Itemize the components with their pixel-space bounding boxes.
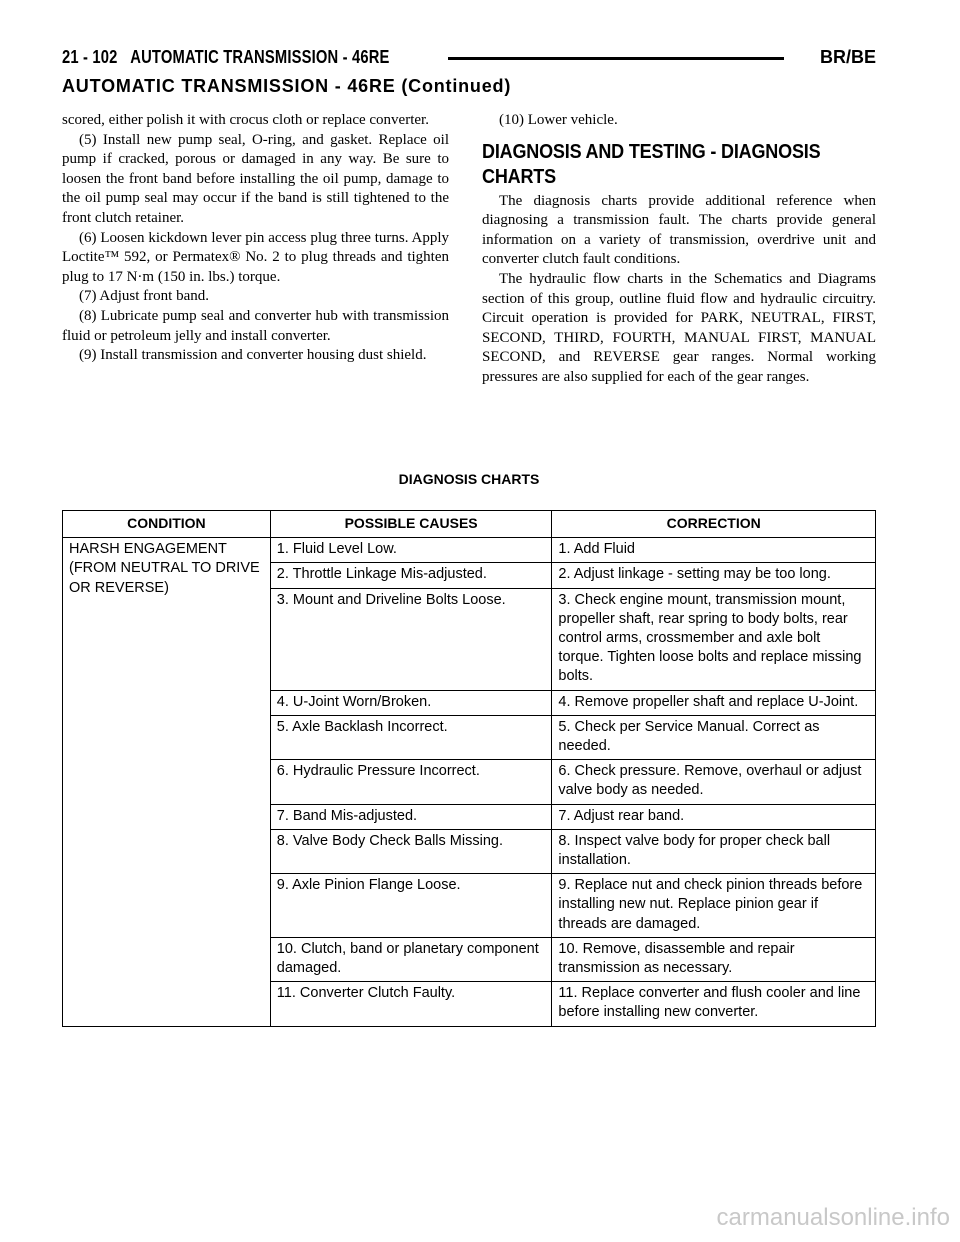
- correction-cell: 11. Replace converter and flush cooler and line before installing new converter.: [552, 982, 876, 1026]
- correction-cell: 2. Adjust linkage - setting may be too long.: [552, 563, 876, 588]
- header-condition: CONDITION: [63, 511, 271, 538]
- correction-cell: 6. Check pressure. Remove, overhaul or adjust valve body as needed.: [552, 760, 876, 804]
- cause-cell: 4. U-Joint Worn/Broken.: [270, 690, 552, 715]
- header-left: [62, 47, 390, 68]
- cause-cell: 7. Band Mis-adjusted.: [270, 804, 552, 829]
- correction-cell: 8. Inspect valve body for proper check ball installation.: [552, 829, 876, 873]
- diagnosis-table: [62, 510, 876, 1027]
- header-possible-causes: POSSIBLE CAUSES: [270, 511, 552, 538]
- cause-cell: 10. Clutch, band or planetary component damaged.: [270, 937, 552, 981]
- correction-cell: 1. Add Fluid: [552, 538, 876, 563]
- header-correction: CORRECTION: [552, 511, 876, 538]
- step-10: (10) Lower vehicle.: [499, 112, 618, 128]
- cause-cell: 3. Mount and Driveline Bolts Loose.: [270, 588, 552, 690]
- chart-caption: DIAGNOSIS CHARTS: [398, 471, 540, 487]
- section-name: AUTOMATIC TRANSMISSION - 46RE: [130, 47, 390, 67]
- cause-cell: 1. Fluid Level Low.: [270, 538, 552, 563]
- page-header: [62, 47, 876, 73]
- table-header-row: [63, 511, 876, 538]
- correction-cell: 5. Check per Service Manual. Correct as needed.: [552, 715, 876, 759]
- cause-cell: 11. Converter Clutch Faulty.: [270, 982, 552, 1026]
- cause-cell: 5. Axle Backlash Incorrect.: [270, 715, 552, 759]
- step-6: (6) Loosen kickdown lever pin access plug three turns. Apply Loctite™ 592, or Permatex® No. 2 to plug threads and tighten plug to 17 N·m (150 in. lbs.) torque.: [62, 229, 449, 285]
- correction-cell: 9. Replace nut and check pinion threads before installing new nut. Replace pinion gear if threads are damaged.: [552, 874, 876, 938]
- right-column: [482, 111, 876, 388]
- correction-cell: 10. Remove, disassemble and repair transmission as necessary.: [552, 937, 876, 981]
- body-paragraph-1: The diagnosis charts provide additional reference when diagnosing a transmission fault. The charts provide general information on a variety of transmission, overdrive unit and converter clutch fault conditions.: [482, 192, 876, 268]
- table-row: [63, 538, 876, 563]
- correction-cell: 3. Check engine mount, transmission mount, propeller shaft, rear spring to body bolts, rear control arms, crossmember and axle bolt torque. Tighten loose bolts and replace missing bolts.: [552, 588, 876, 690]
- header-rule: [448, 57, 784, 60]
- section-heading: DIAGNOSIS AND TESTING - DIAGNOSIS CHARTS: [482, 140, 821, 188]
- left-column: [62, 111, 449, 366]
- cause-cell: 8. Valve Body Check Balls Missing.: [270, 829, 552, 873]
- left-paragraph: scored, either polish it with crocus cloth or replace converter.: [62, 112, 429, 128]
- step-5: (5) Install new pump seal, O-ring, and gasket. Replace oil pump if cracked, porous or damaged in any way. Be sure to loosen the front band before installing the oil pump, damage to the oil pump seal may occur if the band is still tightened to the front clutch retainer.: [62, 131, 449, 226]
- correction-cell: 7. Adjust rear band.: [552, 804, 876, 829]
- page-reference: 21 - 102: [62, 47, 118, 67]
- cause-cell: 9. Axle Pinion Flange Loose.: [270, 874, 552, 938]
- correction-cell: 4. Remove propeller shaft and replace U-Joint.: [552, 690, 876, 715]
- step-8: (8) Lubricate pump seal and converter hub with transmission fluid or petroleum jelly and install converter.: [62, 307, 449, 344]
- body-paragraph-2: The hydraulic flow charts in the Schematics and Diagrams section of this group, outline fluid flow and hydraulic circuitry. Circuit operation is provided for PARK, NEUTRAL, FIRST, SECOND, THIRD, FOURTH, MANUAL FIRST, MANUAL SECOND, and REVERSE gear ranges. Normal working pressures are also supplied for each of the gear ranges.: [482, 270, 876, 385]
- step-7: (7) Adjust front band.: [79, 288, 209, 305]
- cause-cell: 6. Hydraulic Pressure Incorrect.: [270, 760, 552, 804]
- model-code: BR/BE: [819, 47, 876, 67]
- continued-title: AUTOMATIC TRANSMISSION - 46RE (Continued): [62, 76, 512, 96]
- cause-cell: 2. Throttle Linkage Mis-adjusted.: [270, 563, 552, 588]
- condition-cell: HARSH ENGAGEMENT (FROM NEUTRAL TO DRIVE OR REVERSE): [63, 538, 271, 1026]
- step-9: (9) Install transmission and converter housing dust shield.: [79, 347, 427, 364]
- watermark: carmanualsonline.info: [716, 1204, 950, 1231]
